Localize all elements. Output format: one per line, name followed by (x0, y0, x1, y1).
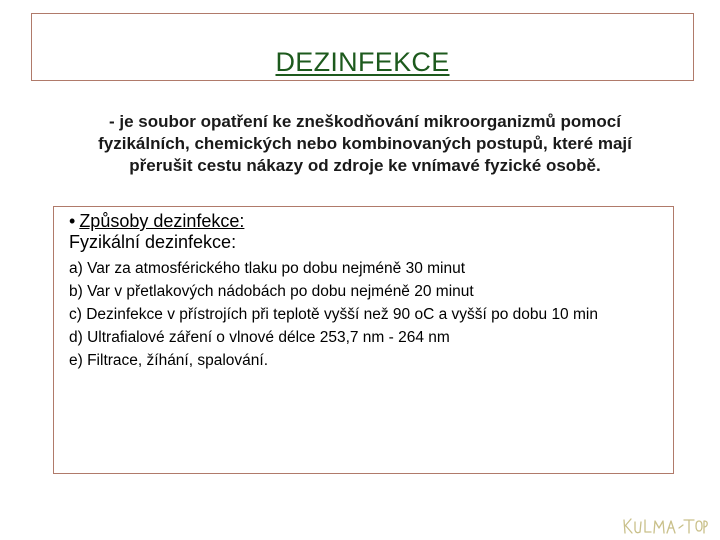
definition-text: - je soubor opatření ke zneškodňování mikroorganizmů pomocí fyzikálních, chemických nebo kombinovaných postupů, které mají přerušit cestu nákazy od zdroje ke vnímavé fyzické osobě. (98, 112, 632, 175)
list-item: d) Ultrafialové záření o vlnové délce 253,7 nm - 264 nm (69, 329, 450, 346)
ways-heading (69, 211, 244, 232)
list-item: e) Filtrace, žíhání, spalování. (69, 352, 269, 369)
ways-label: Způsoby dezinfekce: (79, 211, 245, 231)
signature-logo (622, 515, 708, 537)
list-item: c) Dezinfekce v přístrojích při teplotě vyšší než 90 oC a vyšší po dobu 10 min (69, 306, 598, 323)
list-item: b) Var v přetlakových nádobách po dobu nejméně 20 minut (69, 283, 474, 300)
physical-disinfection-heading: Fyzikální dezinfekce: (69, 232, 237, 252)
title-box (31, 13, 694, 81)
bullet: • (69, 211, 76, 231)
slide-title: DEZINFEKCE (275, 47, 450, 77)
methods-list (69, 260, 669, 375)
list-item: a) Var za atmosférického tlaku po dobu nejméně 30 minut (69, 260, 466, 277)
content-box (53, 206, 674, 474)
